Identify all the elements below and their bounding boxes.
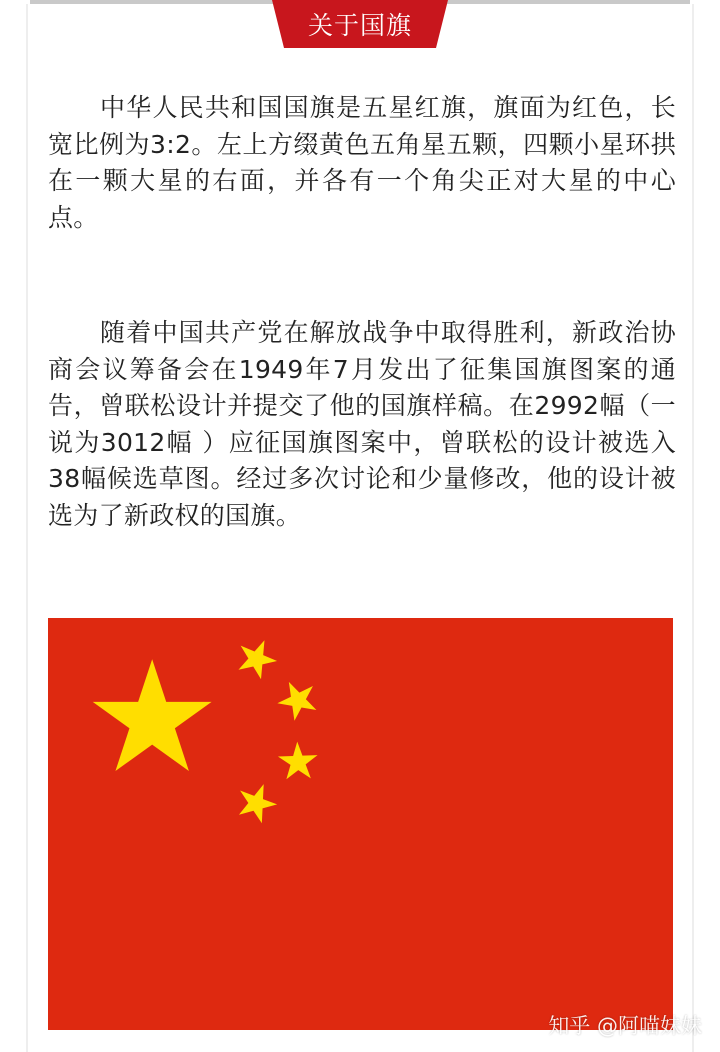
flag-red-field xyxy=(48,618,673,1030)
zhihu-watermark: 知乎 @阿喵妹妹 xyxy=(548,1014,702,1038)
section-title-banner xyxy=(272,0,448,52)
page-frame-left xyxy=(26,4,28,1052)
page-frame-right xyxy=(692,4,694,1052)
article-paragraph-2: 随着中国共产党在解放战争中取得胜利，新政治协商会议筹备会在1949年7月发出了征集国旗图案的通告，曾联松设计并提交了他的国旗样稿。在2992幅（一说为3012幅 ）应征国旗图案中，曾联松的设计被选入38幅候选草图。经过多次讨论和少量修改，他的设计被选为了新政权的国旗。 xyxy=(48,318,676,530)
chinese-national-flag xyxy=(48,618,673,1030)
article-paragraph-1: 中华人民共和国国旗是五星红旗，旗面为红色，长宽比例为3:2。左上方缀黄色五角星五颗，四颗小星环拱在一颗大星的右面，并各有一个角尖正对大星的中心点。 xyxy=(48,93,676,232)
section-title: 关于国旗 xyxy=(307,11,412,40)
